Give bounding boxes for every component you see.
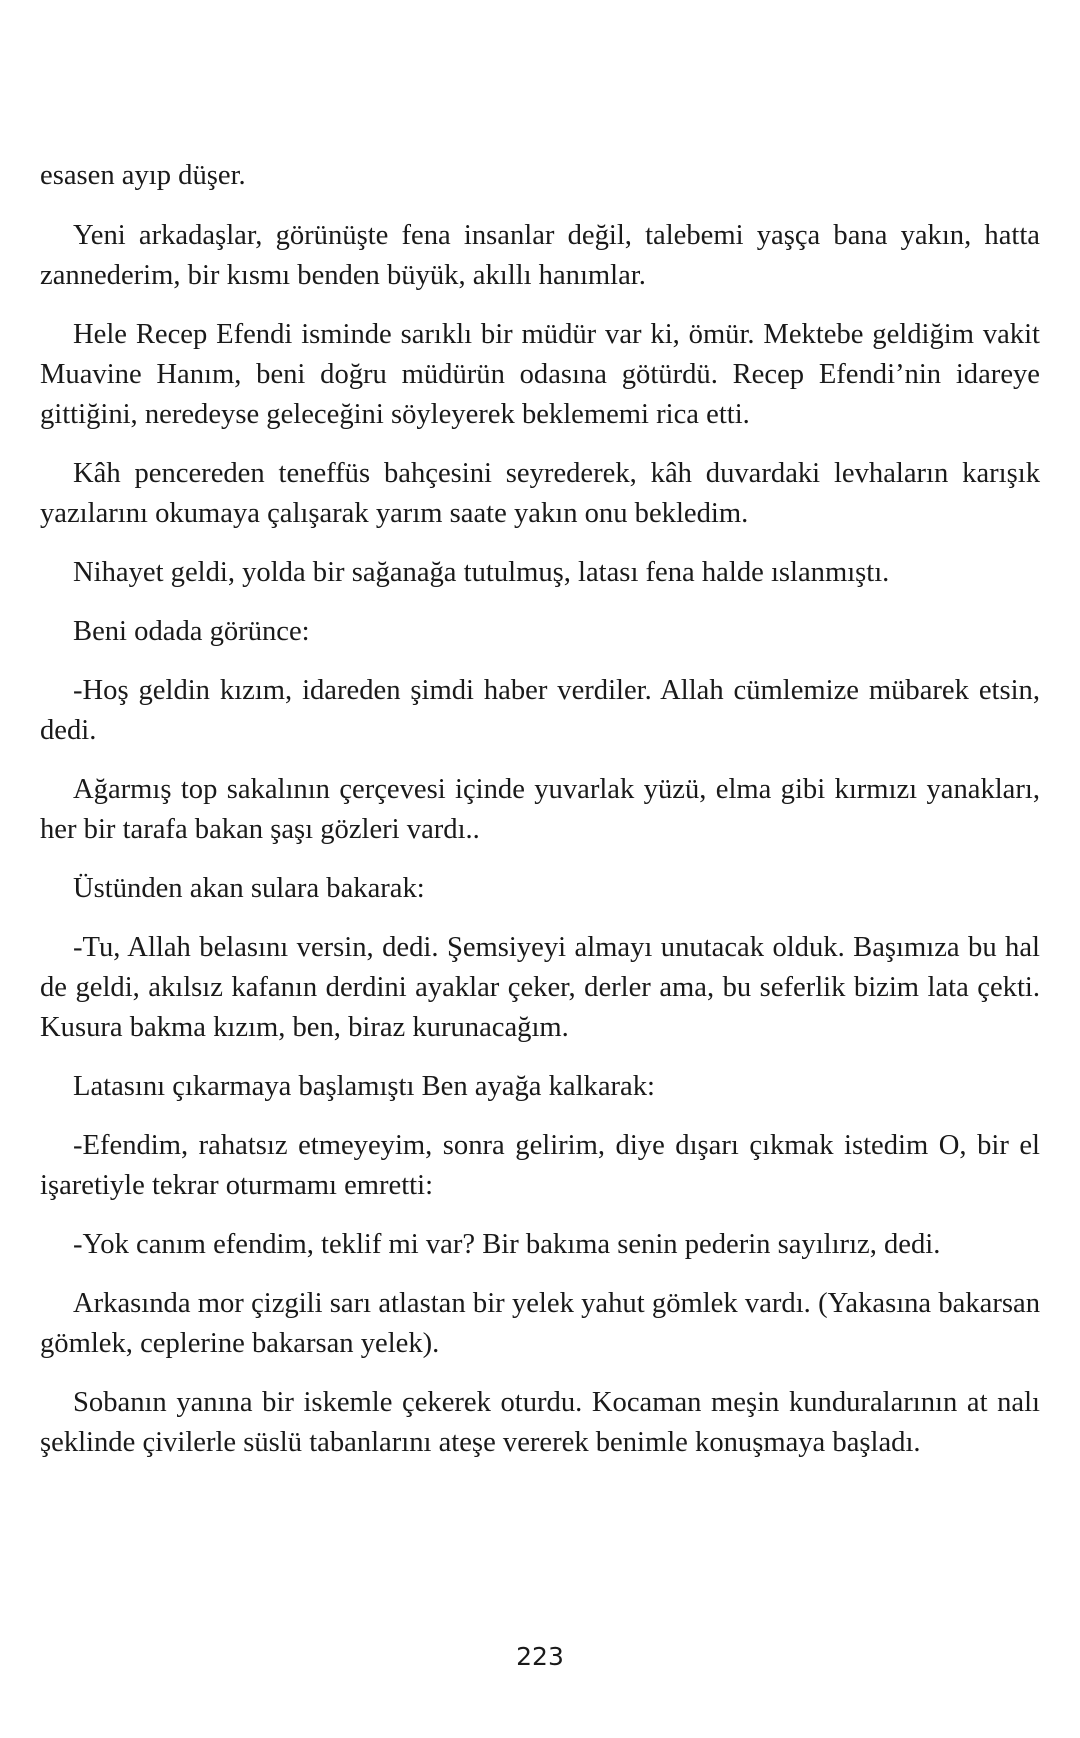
paragraph: Ağarmış top sakalının çerçevesi içinde yuvarlak yüzü, elma gibi kırmızı yanakları, her bir tarafa bakan şaşı gözleri vardı.. (40, 774, 1040, 845)
dialogue-paragraph: -Tu, Allah belasını versin, dedi. Şemsiyeyi almayı unutacak olduk. Başımıza bu hal de geldi, akılsız kafanın derdini ayaklar çeker, derler ama, bu seferlik bizim lata çekti. Kusura bakma kızım, ben, biraz kurunacağım. (40, 932, 1040, 1043)
paragraph: Arkasında mor çizgili sarı atlastan bir yelek yahut gömlek vardı. (Yakasına bakarsan gömlek, ceplerine bakarsan yelek). (40, 1288, 1040, 1359)
paragraph: Üstünden akan sulara bakarak: (73, 873, 425, 904)
paragraph: Sobanın yanına bir iskemle çekerek oturdu. Kocaman meşin kunduralarının at nalı şeklinde çivilerle süslü tabanlarını ateşe vererek benimle konuşmaya başladı. (40, 1387, 1040, 1458)
paragraph: Beni odada görünce: (73, 616, 310, 647)
paragraph: Nihayet geldi, yolda bir sağanağa tutulmuş, latası fena halde ıslanmıştı. (73, 557, 890, 588)
paragraph: Yeni arkadaşlar, görünüşte fena insanlar değil, talebemi yaşça bana yakın, hatta zannederim, bir kısmı benden büyük, akıllı hanımlar. (40, 220, 1040, 291)
dialogue-paragraph: -Efendim, rahatsız etmeyeyim, sonra gelirim, diye dışarı çıkmak istedim O, bir el işaretiyle tekrar oturmamı emretti: (40, 1130, 1040, 1201)
paragraph: Hele Recep Efendi isminde sarıklı bir müdür var ki, ömür. Mektebe geldiğim vakit Muavine Hanım, beni doğru müdürün odasına götürdü. Recep Efendi’nin idareye gittiğini, neredeyse geleceğini söyleyerek beklememi rica etti. (40, 319, 1040, 430)
paragraph: Kâh pencereden teneffüs bahçesini seyrederek, kâh duvardaki levhaların karışık yazılarını okumaya çalışarak yarım saate yakın onu bekledim. (40, 458, 1040, 529)
paragraph: Latasını çıkarmaya başlamıştı Ben ayağa kalkarak: (73, 1071, 655, 1102)
page-number: 223 (516, 1642, 564, 1671)
dialogue-paragraph: -Hoş geldin kızım, idareden şimdi haber verdiler. Allah cümlemize mübarek etsin, dedi. (40, 675, 1040, 746)
dialogue-paragraph: -Yok canım efendim, teklif mi var? Bir bakıma senin pederin sayılırız, dedi. (73, 1229, 941, 1260)
page-body (40, 156, 1040, 1482)
paragraph-continuation: esasen ayıp düşer. (40, 160, 246, 191)
